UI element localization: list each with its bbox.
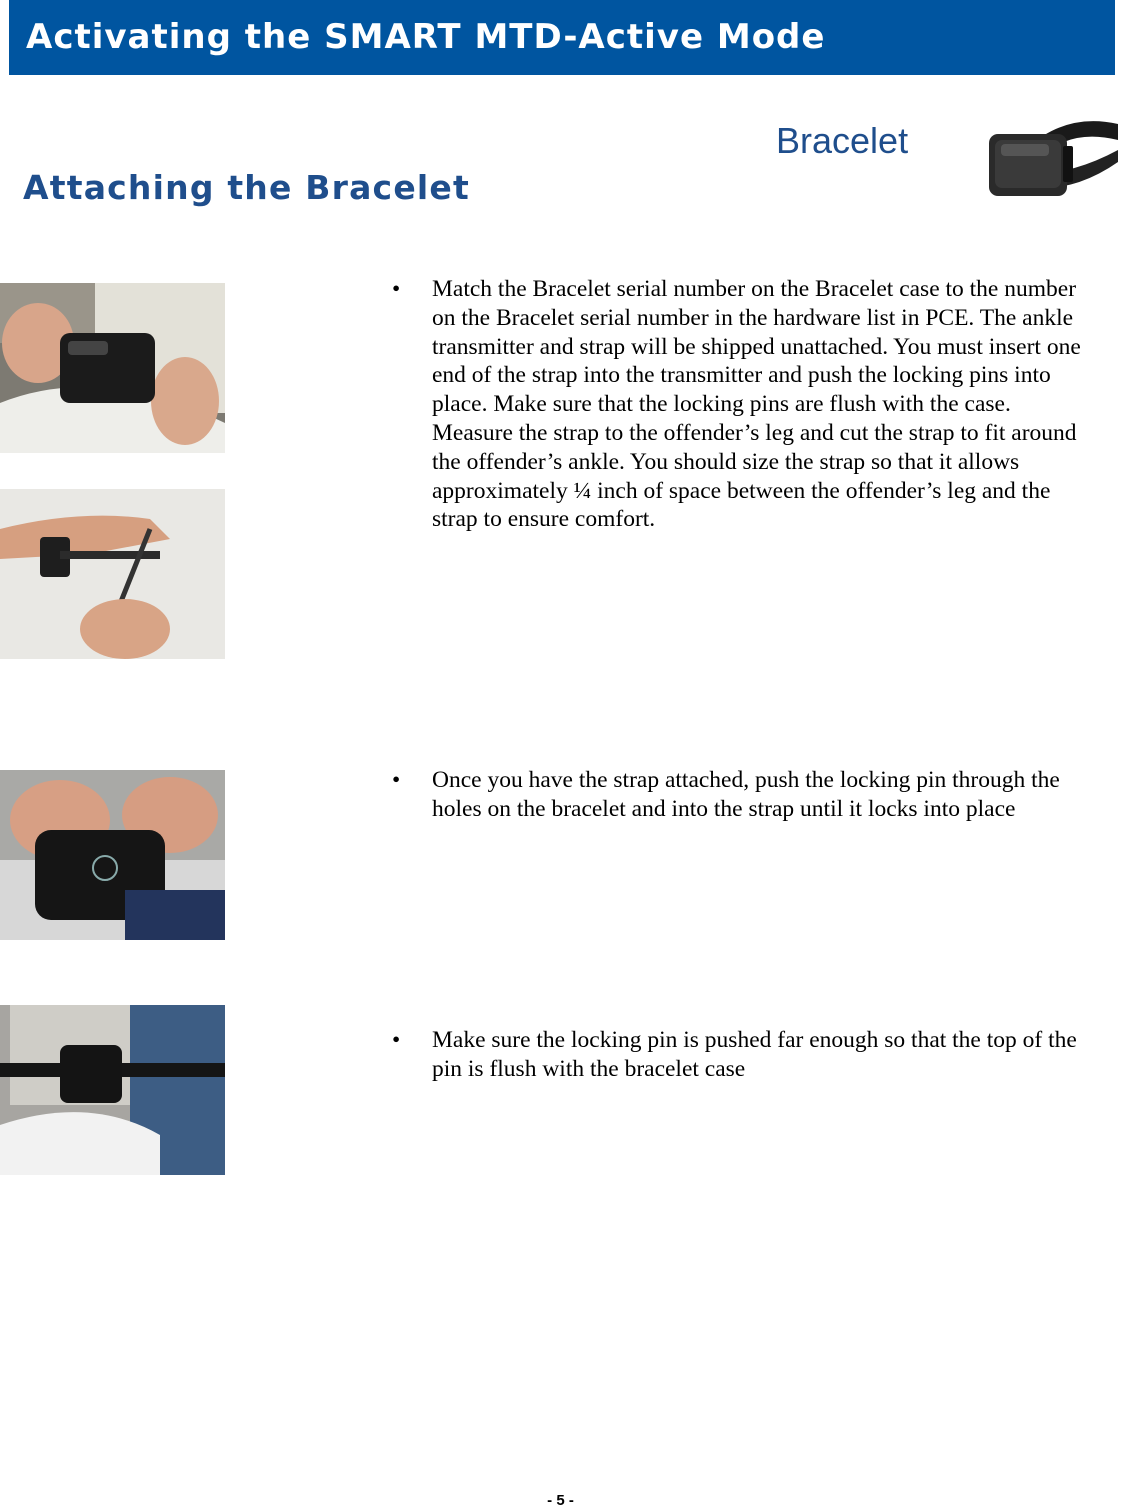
page-title: Activating the SMART MTD-Active Mode xyxy=(26,17,826,57)
page-number: - 5 - xyxy=(547,1492,574,1509)
photo-bracelet-on-ankle xyxy=(0,1005,225,1175)
bullet-icon: • xyxy=(392,767,401,793)
device-label: Bracelet xyxy=(776,120,909,161)
instruction-item xyxy=(392,766,1097,824)
bullet-icon: • xyxy=(392,1027,401,1053)
instruction-text: Match the Bracelet serial number on the Bracelet case to the number on the Bracelet serial number in the hardware list in PCE. The ankle transmitter and strap will be shipped unattached. You must insert one end of the strap into the transmitter and push the locking pins into place. Make sure that the locking pins are flush with the case. Measure the strap to the offender’s leg and cut the strap to fit around the offender’s ankle. You should size the strap so that it allows approximately ¼ inch of space between the offender’s leg and the strap to ensure comfort. xyxy=(432,276,1081,533)
header-banner xyxy=(9,0,1115,75)
instruction-item xyxy=(392,275,1097,534)
bullet-icon: • xyxy=(392,276,401,302)
photo-push-pin xyxy=(0,770,225,940)
bracelet-device-image xyxy=(985,110,1120,208)
photo-cut-strap xyxy=(0,489,225,659)
instruction-text: Make sure the locking pin is pushed far enough so that the top of the pin is flush with the bracelet case xyxy=(432,1027,1077,1082)
instruction-text: Once you have the strap attached, push the locking pin through the holes on the bracelet and into the strap until it locks into place xyxy=(432,767,1060,822)
instruction-item xyxy=(392,1026,1097,1084)
photo-attach-strap xyxy=(0,283,225,453)
section-title: Attaching the Bracelet xyxy=(23,168,470,207)
